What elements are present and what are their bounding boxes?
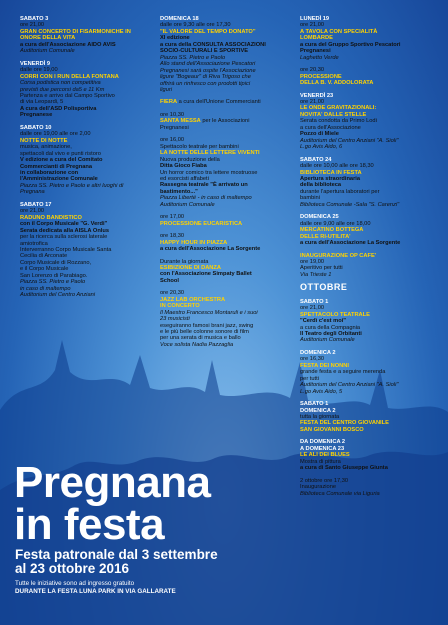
event-detail: e il Corpo Musicale (20, 266, 69, 273)
event-detail: Il Teatro degli Orbitanti (300, 331, 362, 338)
event-title: DELLE RI-UTILITA' (300, 233, 351, 240)
event-time: ore 17,00 (160, 214, 185, 221)
event-venue: in caso di maltempo (20, 285, 71, 292)
event-title: LE ONDE GRAVITAZIONALI: (300, 105, 377, 112)
event-detail: musica, animazione, (20, 144, 72, 151)
footer-note (15, 580, 176, 595)
event-detail: Spettacolo teatrale per bambini (160, 143, 239, 150)
event-time: ore 21,00 (20, 22, 45, 29)
event-detail: amiotrofica (20, 240, 48, 247)
event-detail: con il Corpo Musicale "G. Verdi" (20, 221, 108, 228)
event-detail: a cura dell'Unione Commercianti (178, 99, 261, 106)
event-date: DA DOMENICA 2 (300, 439, 346, 446)
event-venue: Laghetto Verde (300, 54, 339, 61)
event-title: "Cerdì c'est moi" (300, 318, 346, 325)
event-time: ore 16,30 (300, 356, 325, 363)
poster-title-line: in festa (14, 500, 165, 549)
event-detail: Interverranno Corpo Musicale Santa (20, 246, 112, 253)
event-title: LE ALI DEI BLUES (300, 452, 350, 459)
event-detail: Pregnanese (20, 112, 53, 119)
event-detail: Serata condotta da Primo Lodi (300, 118, 377, 125)
event-time: dalle ore 19,00 alle ore 2,00 (20, 131, 91, 138)
event-detail: a cura dell'Associazione La Sorgente (300, 240, 401, 247)
event-date: DOMENICA 25 (300, 214, 339, 221)
event-date: SABATO 1 (300, 401, 329, 408)
event-detail: Ditta Gioco Fiaba (160, 163, 207, 170)
event-title: GRAN CONCERTO DI FISARMONICHE IN ONORE DELLA VITA (20, 28, 131, 42)
event-title: HAPPY HOUR IN PIAZZA (160, 239, 228, 246)
event-detail: Rassegna teatrale "È arrivato un (160, 182, 248, 189)
event-detail: di via Leopardi, 5 (20, 99, 64, 106)
october-heading: OTTOBRE (300, 282, 348, 293)
event-detail: Cecilia di Arconate (20, 253, 68, 260)
event-date: DOMENICA 18 (160, 16, 199, 22)
footer-note-line: DURANTE LA FESTA LUNA PARK IN VIA GALLARATE (15, 587, 176, 595)
event-detail: previsti due percorsi da5 e 11 Km (20, 86, 105, 93)
event-detail: della biblioteca (300, 182, 342, 189)
event-venue: Piazza Liberté - in caso di maltempo (160, 195, 252, 202)
event-time: ore 21,00 (300, 98, 325, 105)
event-detail: tutta la giornata (300, 414, 340, 421)
event-time: ore 18,30 (160, 233, 185, 240)
event-detail: e le più belle colonne sonore di film (160, 329, 249, 336)
event-detail: durante l'apertura laboratori per (300, 188, 380, 195)
event-venue: Auditorium Comunale (300, 337, 355, 344)
event-venue: Auditorium del Centro Anziani "A. Sioli" (300, 137, 399, 144)
event-time: ore 21,00 (20, 208, 45, 215)
event-detail: Voce solista Nadia Pazzaglia (160, 341, 234, 348)
event-title: RADUNO BANDISTICO (20, 214, 82, 221)
event-venue: Piazza SS. Pietro e Paolo (20, 279, 86, 286)
event-detail: Mostra di pittura (300, 458, 341, 465)
event-detail: Pregnanesi sarà ospite l'Associazione (160, 67, 256, 74)
event-detail: offrirà un rinfresco con prodotti tipici (160, 80, 251, 87)
event-detail: per le Associazioni (202, 118, 250, 125)
event-title: SAN GIOVANNI BOSCO (300, 426, 364, 433)
event-detail: Commercianti di Pregnana (20, 163, 93, 170)
column-september-1 (20, 16, 150, 299)
event-date: VENERDÌ 23 (300, 92, 334, 99)
event-title: FESTA DEI NONNI (300, 362, 349, 369)
event-venue: Piazza SS. Pietro e Paolo (160, 54, 226, 61)
event-venue: Biblioteca Comunale -Sala "S. Carenzi" (300, 201, 400, 208)
event-title: SPETTACOLO TEATRALE (300, 311, 370, 318)
footer-note-line: Tutte le iniziative sono ad ingresso gratuito (15, 580, 135, 587)
event-detail: Durante la giornata (160, 258, 209, 265)
event-date: SABATO 3 (20, 16, 49, 22)
event-date: SABATO 17 (20, 201, 52, 208)
event-detail: grande festa e a seguire merenda (300, 369, 386, 376)
event-detail: ed esorcisti affabeti (160, 175, 209, 182)
event-date: SABATO 24 (300, 156, 332, 163)
event-venue: Piazza SS. Pietro e Paolo e altri luoghi di (20, 182, 124, 189)
event-detail: Corsa podistica non competitiva (20, 80, 101, 87)
event-detail: bastimento..." (160, 188, 198, 195)
event-detail: Corpo Musicale di Rozzano, (20, 259, 92, 266)
event-time: ore 20,30 (160, 290, 185, 297)
poster-title-line: Pregnana (14, 458, 211, 507)
event-detail: Il Maestro Francesco Montaruli e i suoi (160, 309, 258, 316)
event-time: ore 21,00 (300, 305, 325, 312)
event-date: DOMENICA 2 (300, 349, 336, 356)
event-detail: eseguiranno famosi brani jazz, swing (160, 322, 254, 329)
event-date: VENERDÌ 9 (20, 60, 51, 67)
event-title: SANTA MESSA (160, 118, 201, 125)
event-title: FESTA DEL CENTRO GIOVANILE (300, 420, 389, 427)
event-detail: per tutti (300, 375, 319, 382)
event-detail: liguri (160, 86, 173, 93)
event-detail: Pregnanesi (300, 48, 331, 55)
event-title: IN CONCERTO (160, 303, 200, 310)
event-detail: a cura dell'Associazione AIDO AVIS (20, 41, 116, 48)
column-september-2 (160, 16, 295, 348)
event-time: ore 21,00 (300, 22, 325, 29)
event-time: ore 16,00 (160, 137, 185, 144)
event-detail: per la ricerca sulla sclerosi laterale (20, 234, 108, 241)
subtitle-line: Festa patronale dal 3 settembre (15, 547, 218, 562)
event-detail: Allo stand dell'Associazione Pescatori (160, 61, 256, 68)
event-date: SABATO 10 (20, 124, 52, 131)
event-title: PROCESSIONE EUCARISTICA (160, 220, 243, 227)
event-detail: ligure "Bogeaur" di Riva Trigoso che (160, 74, 251, 81)
event-detail: Pozzo di Miele (300, 131, 339, 138)
poster-title (14, 458, 211, 549)
event-title: DELLA B. V. ADDOLORATA (300, 80, 374, 87)
event-detail: a cura della Compagnia (300, 324, 361, 331)
event-detail: XI edizione (160, 35, 190, 42)
event-detail: Pregnanesi (160, 124, 189, 131)
event-detail: a cura della CONSULTA ASSOCIAZIONI (160, 41, 266, 48)
event-detail: in collaborazione con (20, 169, 79, 176)
event-detail: San Lorenzo di Parabiago. (20, 272, 88, 279)
event-detail: School (160, 277, 179, 284)
event-venue: Biblioteca Comunale via Liguria (300, 490, 380, 497)
event-title: FIERA (160, 99, 178, 106)
event-venue: L.go Avis Aido, 5 (300, 388, 343, 395)
event-detail: a cura di Santo Giuseppe Giunta (300, 465, 388, 472)
event-detail: V edizione a cura del Comitato (20, 157, 103, 164)
event-date: LUNEDÌ 19 (300, 16, 330, 22)
event-detail: a cura dell'Associazione (300, 124, 361, 131)
event-time: dalle ore 10,00 alle ore 18,30 (300, 163, 374, 170)
event-time: ore 19,00 (300, 258, 325, 265)
event-time: dalle ore 9,00 alle ore 18,00 (300, 220, 371, 227)
event-detail: spettacoli dal vivo e punti ristoro (20, 150, 101, 157)
event-venue: Auditorium Comunale (20, 48, 75, 55)
event-title: BIBLIOTECA IN FESTA (300, 169, 362, 176)
event-time: dalle ore 19,00 (20, 67, 58, 74)
event-title: ESIBIZIONE DI DANZA (160, 264, 221, 271)
event-detail: Un horror comico tra lettere mostruose (160, 169, 258, 176)
event-detail: 2 ottobre ore 17,30 (300, 477, 349, 484)
event-date: SABATO 1 (300, 298, 329, 305)
event-date: DOMENICA 2 (300, 407, 336, 414)
event-detail: Nuova produzione della (160, 156, 220, 163)
column-september-3 (300, 16, 435, 497)
event-time: dalle ore 9,30 alle ore 17,30 (160, 22, 231, 29)
event-time: ore 20,30 (300, 67, 325, 74)
event-detail: Inaugurazione (300, 484, 337, 491)
event-detail: 23 musicisti (160, 316, 190, 323)
event-detail: a cura del Gruppo Sportivo Pescatori (300, 41, 401, 48)
event-venue: Auditorium del Centro Anziani "A. Sioli" (300, 382, 399, 389)
event-title: INAUGURAZIONE OP CAFE' (300, 252, 377, 259)
event-title: PROCESSIONE (300, 73, 342, 80)
event-title: NOTTE DI NOTTE (20, 137, 68, 144)
poster-subtitle (15, 548, 305, 576)
event-detail: Apertura straordinaria (300, 175, 361, 182)
event-title: NOVITA' DALLE STELLE (300, 111, 367, 118)
event-title: JAZZ LAB ORCHESTRA (160, 296, 226, 303)
event-detail: A cura dell'ASD Polisportiva (20, 105, 97, 112)
event-title: MERCATINO BOTTEGA (300, 227, 364, 234)
event-detail: per una serata di musica e ballo (160, 335, 241, 342)
event-time: ore 10,30 (160, 111, 185, 118)
event-detail: bambini (300, 195, 320, 202)
event-venue: Auditorium Comunale (160, 201, 215, 208)
event-title: "IL VALORE DEL TEMPO DONATO" (160, 28, 256, 35)
event-venue: Auditorium del Centro Anziani (20, 292, 96, 299)
event-detail: con l'Associazione Simpaty Ballet (160, 271, 252, 278)
event-date: A DOMENICA 23 (300, 445, 345, 452)
event-detail: Partenza e arrivo dal Campo Sportivo (20, 92, 115, 99)
event-title: CORRI CON I RUN DELLA FONTANA (20, 73, 119, 80)
event-venue: Via Trieste 1 (300, 271, 332, 278)
event-venue: L.go Avis Aido, 6 (300, 144, 343, 151)
event-title: LOMBARDE (300, 35, 333, 42)
event-detail: Serata dedicata alla AISLA Onlus (20, 227, 110, 234)
event-detail: a cura dell'Associazione La Sorgente (160, 246, 261, 253)
event-detail: l'Amministrazione Comunale (20, 176, 98, 183)
subtitle-line: al 23 ottobre 2016 (15, 561, 130, 576)
event-detail: Aperitivo per tutti (300, 265, 343, 272)
event-title: A TAVOLA CON SPECIALITÀ (300, 28, 378, 35)
event-title: LA NOTTE DELLE LETTERE VIVENTI (160, 150, 260, 157)
event-venue: Pregnana (20, 189, 45, 196)
event-detail: SOCIO-CULTURALI E SPORTIVE (160, 48, 249, 55)
